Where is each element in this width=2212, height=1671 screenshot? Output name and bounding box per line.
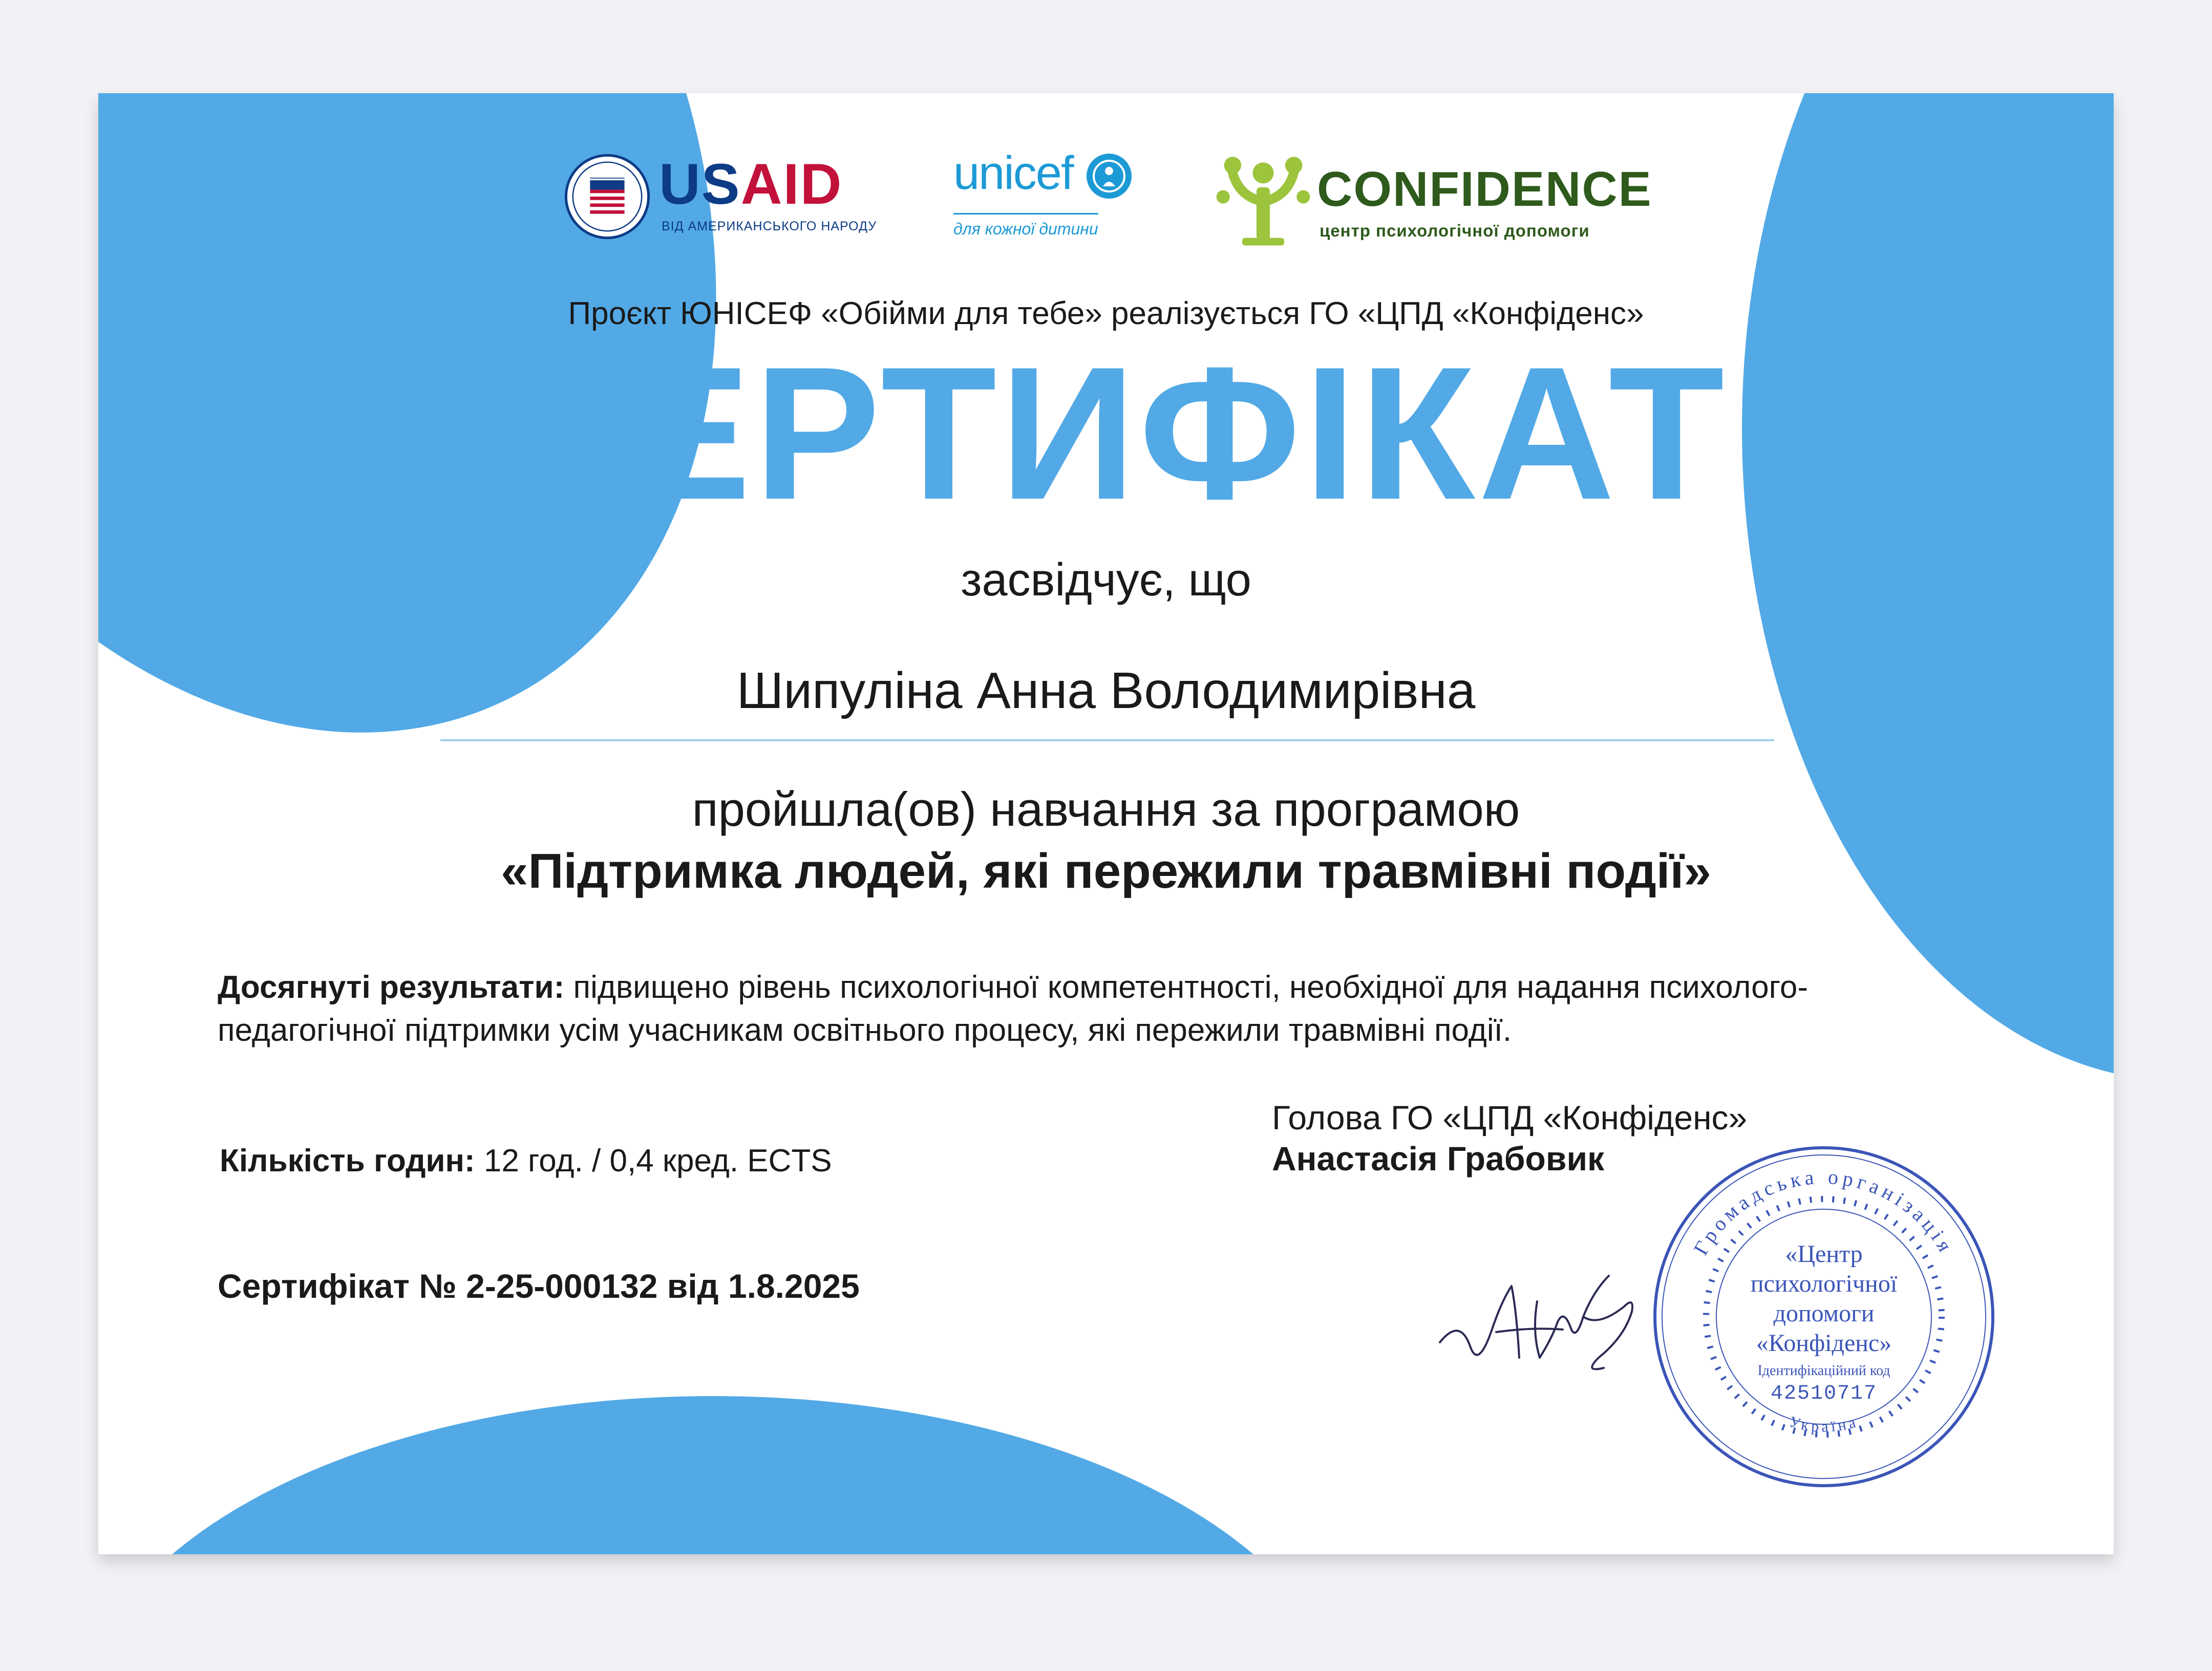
hours-value: 12 год. / 0,4 кред. ECTS [475,1143,832,1179]
results-text: підвищено рівень психологічної компетентності, необхідної для надання психолого-педагогічної підтримки усім учасникам освітнього процесу, які пережили травмівні події. [218,970,1808,1048]
certificate-title: СЕРТИФІКАТ [484,328,1728,539]
project-line: Проєкт ЮНІСЕФ «Обійми для тебе» реалізується ГО «ЦПД «Конфіденс» [568,296,1644,331]
logo-bar [98,93,2114,288]
stamp-line-3: допомоги [1773,1300,1875,1327]
hours-label: Кількість годин: [220,1143,475,1179]
head-name: Анастасія Грабовик [1272,1140,1605,1177]
certifies-text: засвідчує, що [961,554,1251,606]
usaid-seal-icon [564,154,650,240]
unicef-tagline: для кожної дитини [953,213,1098,239]
confidence-tree-icon [1215,144,1312,249]
usaid-wordmark: USAID [659,152,843,216]
stamp-line-2: психологічної [1750,1270,1898,1297]
results-paragraph [218,966,1907,1052]
head-title: Голова ГО «ЦПД «Конфіденс» [1272,1099,1748,1137]
svg-text:Україна [1788,1413,1861,1435]
certificate-sheet [98,93,2114,1554]
unicef-globe-icon [1083,151,1135,202]
program-name: «Підтримка людей, які пережили травмівні події» [501,844,1711,898]
certificate-number: Сертифікат № 2-25-000132 від 1.8.2025 [218,1267,860,1305]
confidence-wordmark: CONFIDENCE [1317,162,1652,217]
unicef-wordmark: unicef [953,147,1073,199]
usaid-tagline: ВІД АМЕРИКАНСЬКОГО НАРОДУ [662,219,877,233]
results-label: Досягнуті результати: [218,970,565,1005]
name-underline [440,739,1774,741]
confidence-tagline: центр психологічної допомоги [1320,221,1590,240]
unicef-logo [953,149,1143,252]
hours-line [220,1143,832,1179]
stamp-code-label: Ідентифікаційний код [1757,1363,1890,1379]
stamp-ring-text: Громадська організація [1689,1165,1959,1259]
stamp-line-4: «Конфіденс» [1756,1330,1892,1357]
passed-text: пройшла(ов) навчання за програмою [692,782,1520,836]
signature-icon [1430,1240,1655,1394]
stamp-bottom-text: Україна [1787,1413,1861,1436]
stamp [1645,1138,2003,1496]
stamp-line-1: «Центр [1785,1240,1863,1268]
confidence-logo [1215,144,1665,252]
stamp-code: 42510717 [1770,1382,1878,1405]
decor-blob-bottom [98,1396,1348,1554]
recipient-name: Шипуліна Анна Володимирівна [736,662,1476,719]
